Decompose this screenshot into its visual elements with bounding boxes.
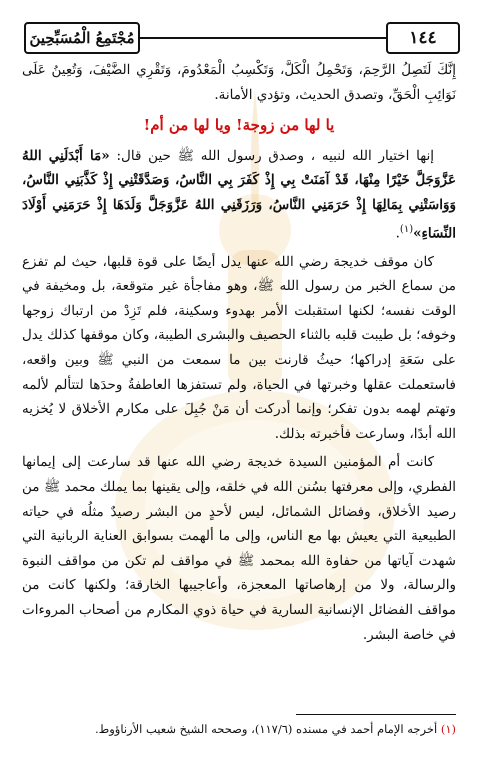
page-header xyxy=(24,22,460,52)
paragraph-continuation: إِنَّكَ لَتَصِلُ الرَّحِمَ، وَتَحْمِلُ الْكَلَّ، وَتَكْسِبُ الْمَعْدُومَ، وَتَقْرِي الضَّيْفَ، وَتُعِينُ عَلَى نَوَائِبِ الْحَقِّ، وتصدق الحديث، وتؤدي الأمانة. xyxy=(22,62,456,103)
paragraph-3: كانت أم المؤمنين السيدة خديجة رضي الله عنها قد سارعت إلى إيمانها الفطري، وإلى معرفتها بسُنن الله في خلقه، وإلى يقينها بما يملك محمد ﷺ من رصيد الأخلاق، وفضائل الشمائل، ليس لأحدٍ من البشر رصيدٌ مثلُه في حياته الطبيعية التي يعيش بها مع الناس، وإلى ما ألهمت بسوابق العناية الربانية التي شهدت آياتها من حفاوة الله بمحمد ﷺ في مواقف لم تكن من مواقف النبوة والرسالة، ولا من إرهاصاتها المعجزة، وأعاجيبها الخارقة؛ ولكنها كانت من مواقف الفضائل الإنسانية السارية في حياة ذوي المكارم من أصحاب المروءات في خاصة البشر. xyxy=(22,454,456,643)
quote-paragraph: إنها اختيار الله لنبيه ، وصدق رسول الله ﷺ حين قال: «مَا أَبْدَلَنِي اللهُ عَزَّوَجَلَّ خَيْرًا مِنْهَا، قَدْ آمَنَتْ بِي إِذْ كَفَرَ بِي النَّاسُ، وَصَدَّقَتْنِي إِذْ كَذَّبَنِي النَّاسُ، وَوَاسَتْنِي بِمَالِهَا إِذْ حَرَمَنِي النَّاسُ، وَرَزَقَنِي اللهُ عَزَّوَجَلَّ وَلَدَهَا إِذْ حَرَمَنِي أَوْلَادَ النِّسَاءِ»$^{(١)}$. xyxy=(22,147,456,242)
footnote-text: أخرجه الإمام أحمد في مسنده (١١٧/٦)، وصححه الشيخ شعيب الأرناؤوط. xyxy=(94,722,438,736)
paragraph-2: كان موقف خديجة رضي الله عنها يدل أيضًا على قوة قلبها، حيث لم تفزع من سماع الخبر من رسول الله ﷺ، وهو مفاجأة غير متوقعة، بل ومخيفة في الوقت نفسه؛ لكنها استقبلت الأمر بهدوء وسكينة، فلم تَزِدْ من ارتباك زوجها وخوفه؛ بل طيبت قلبه بالثناء الحصيف والبشرى الطيبة، وكان موقفها كذلك يدل على سَعَةِ إدراكها؛ حيثُ قارنت بين ما سمعت من النبي ﷺ وبين واقعه، فاستعملت عقلها وخبرتها في الحياة، ولم تستفزها العاطفةُ وحدَها لتتألم لألمه وتهتم لهمه بدون تفكر؛ وإنما أدركت أن مَنْ جُبِلَ على مكارم الأخلاق لا يُخزيه الله أبدًا، وسارعت فأخبرته بذلك. xyxy=(22,253,456,442)
quote-intro: إنها اختيار الله لنبيه ، وصدق رسول الله ﷺ حين قال: xyxy=(116,147,434,164)
footnote-reference: (١) xyxy=(399,223,414,235)
page-number: ١٤٤ xyxy=(386,22,460,54)
hadith-quote: «مَا أَبْدَلَنِي اللهُ عَزَّوَجَلَّ خَيْرًا مِنْهَا، قَدْ آمَنَتْ بِي إِذْ كَفَرَ بِي النَّاسُ، وَصَدَّقَتْنِي إِذْ كَذَّبَنِي النَّاسُ، وَوَاسَتْنِي بِمَالِهَا إِذْ حَرَمَنِي النَّاسُ، وَرَزَقَنِي اللهُ عَزَّوَجَلَّ وَلَدَهَا إِذْ حَرَمَنِي أَوْلَادَ النِّسَاءِ» xyxy=(22,147,456,242)
footnote xyxy=(22,720,456,738)
book-title: مُجْتَمِعُ الْمُسَبِّحِينَ xyxy=(24,22,140,54)
page-body xyxy=(22,58,456,647)
footnote-number: (١) xyxy=(440,722,456,736)
footnote-rule xyxy=(296,714,456,715)
section-heading: يا لها من زوجة! ويا لها من أم! xyxy=(143,116,335,135)
